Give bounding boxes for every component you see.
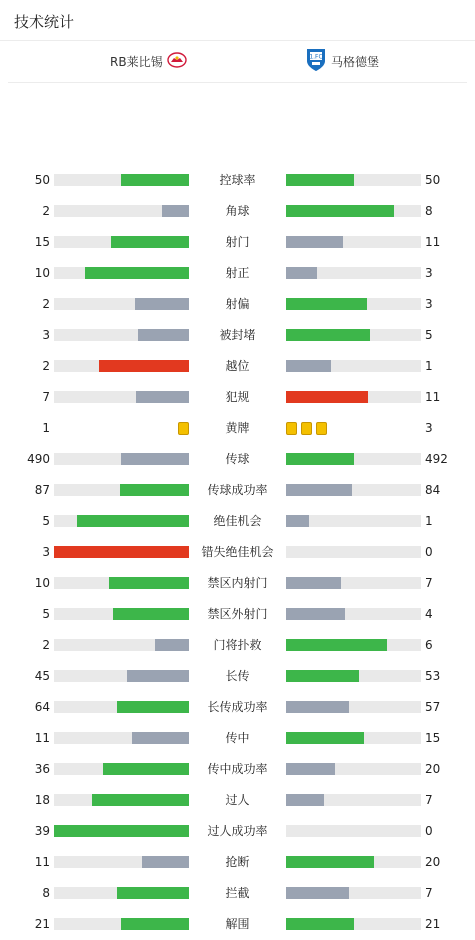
- stat-row: [0, 909, 475, 940]
- home-stat-bar-fill: [162, 205, 189, 217]
- away-stat-bar-fill: [286, 360, 331, 372]
- home-team[interactable]: [110, 49, 191, 73]
- home-stat-value: 3: [42, 328, 50, 342]
- home-stat-bar: [54, 329, 189, 341]
- home-stat-value: 10: [34, 266, 50, 280]
- page-title: 技术统计: [14, 13, 75, 31]
- stat-label: 绝佳机会: [213, 514, 262, 528]
- stat-label: 黄牌: [225, 421, 250, 435]
- home-stat-bar-fill: [138, 329, 189, 341]
- home-stat-value: 87: [34, 483, 50, 497]
- away-stat-bar: [286, 267, 421, 279]
- home-stat-bar: [54, 453, 189, 465]
- away-stat-value: 3: [425, 297, 433, 311]
- away-stat-bar-fill: [286, 701, 349, 713]
- home-stat-bar: [54, 732, 189, 744]
- home-stat-bar-fill: [127, 670, 189, 682]
- stat-row: [0, 723, 475, 754]
- home-stat-bar: [54, 825, 189, 837]
- home-stat-bar: [54, 391, 189, 403]
- away-stat-bar-fill: [286, 391, 368, 403]
- away-stat-value: 20: [425, 855, 441, 869]
- home-stat-bar: [54, 670, 189, 682]
- stat-row: [0, 537, 475, 568]
- home-stat-value: 5: [42, 607, 50, 621]
- stat-row: [0, 475, 475, 506]
- stat-row: [0, 878, 475, 909]
- away-stat-bar: [286, 546, 421, 558]
- away-stat-bar: [286, 918, 421, 930]
- home-stat-bar-fill: [77, 515, 189, 527]
- header-bar: [0, 0, 475, 41]
- away-stat-value: 11: [425, 235, 441, 249]
- away-stat-bar: [286, 329, 421, 341]
- stat-label: 传中: [225, 731, 250, 745]
- away-stat-value: 50: [425, 173, 441, 187]
- away-stat-bar-fill: [286, 887, 349, 899]
- home-stat-bar-fill: [92, 794, 189, 806]
- away-stat-bar: [286, 391, 421, 403]
- away-stat-value: 1: [425, 514, 433, 528]
- stat-label: 传球成功率: [207, 483, 268, 497]
- home-stat-bar-fill: [111, 236, 189, 248]
- stat-label: 拦截: [225, 886, 250, 900]
- home-stat-bar-fill: [121, 174, 189, 186]
- away-stat-bar-fill: [286, 515, 309, 527]
- home-stat-bar: [54, 515, 189, 527]
- away-stat-value: 5: [425, 328, 433, 342]
- away-stat-bar-fill: [286, 329, 370, 341]
- away-stat-bar: [286, 794, 421, 806]
- home-stat-value: 11: [34, 731, 50, 745]
- stat-label: 抢断: [225, 855, 250, 869]
- stat-row: [0, 816, 475, 847]
- home-stat-bar: [54, 484, 189, 496]
- home-stat-bar: [54, 236, 189, 248]
- away-stat-bar: [286, 484, 421, 496]
- stat-label: 被封堵: [219, 328, 256, 342]
- stat-label: 传中成功率: [207, 762, 268, 776]
- home-stat-value: 39: [34, 824, 50, 838]
- stat-row: [0, 692, 475, 723]
- stat-row: [0, 568, 475, 599]
- home-stat-bar-fill: [120, 484, 189, 496]
- away-stat-bar: [286, 701, 421, 713]
- away-stat-bar: [286, 577, 421, 589]
- away-stat-bar: [286, 298, 421, 310]
- away-stat-bar: [286, 515, 421, 527]
- home-stat-bar: [54, 267, 189, 279]
- svg-text:1.FC: 1.FC: [309, 53, 323, 60]
- stat-label: 射门: [225, 235, 250, 249]
- away-stat-bar-fill: [286, 732, 364, 744]
- away-stat-bar-fill: [286, 453, 354, 465]
- stat-row: [0, 165, 475, 196]
- home-stat-bar-fill: [99, 360, 189, 372]
- stat-row: [0, 661, 475, 692]
- home-stat-bar: [54, 794, 189, 806]
- away-stat-bar: [286, 453, 421, 465]
- magdeburg-logo-icon: [305, 48, 327, 75]
- away-stat-bar-fill: [286, 639, 387, 651]
- home-stat-bar-fill: [103, 763, 189, 775]
- away-stat-bar-fill: [286, 174, 354, 186]
- home-team-name: RB莱比锡: [110, 54, 163, 69]
- home-stat-value: 5: [42, 514, 50, 528]
- stat-label: 长传成功率: [207, 700, 268, 714]
- away-stat-bar-fill: [286, 267, 317, 279]
- home-stat-value: 15: [34, 235, 50, 249]
- home-stat-bar: [54, 174, 189, 186]
- home-stat-value: 2: [42, 204, 50, 218]
- stat-row: [0, 630, 475, 661]
- away-stat-bar: [286, 732, 421, 744]
- yellow-card-icon: [301, 422, 312, 435]
- home-stat-bar: [54, 918, 189, 930]
- yellow-card-icon: [286, 422, 297, 435]
- away-stat-value: 21: [425, 917, 441, 931]
- home-stat-bar-fill: [155, 639, 189, 651]
- home-stat-bar-fill: [121, 453, 189, 465]
- stat-row: [0, 320, 475, 351]
- home-stat-bar: [54, 608, 189, 620]
- stat-row: [0, 599, 475, 630]
- home-stat-bar-fill: [132, 732, 189, 744]
- away-stat-bar-fill: [286, 205, 394, 217]
- home-stat-value: 8: [42, 886, 50, 900]
- stat-label: 门将扑救: [213, 638, 262, 652]
- away-stat-bar: [286, 825, 421, 837]
- away-team-name: 马格德堡: [331, 54, 380, 69]
- home-stat-bar: [54, 205, 189, 217]
- away-stat-value: 57: [425, 700, 441, 714]
- away-stat-bar: [286, 205, 421, 217]
- away-stat-bar: [286, 887, 421, 899]
- stat-row: [0, 382, 475, 413]
- away-stat-value: 3: [425, 266, 433, 280]
- away-team[interactable]: [301, 49, 379, 73]
- away-stat-bar: [286, 763, 421, 775]
- home-stat-value: 64: [34, 700, 50, 714]
- away-yellow-cards: [286, 413, 327, 444]
- away-stat-bar: [286, 856, 421, 868]
- home-stat-bar: [54, 763, 189, 775]
- away-stat-value: 1: [425, 359, 433, 373]
- rb-leipzig-logo-icon: [167, 52, 187, 71]
- away-stat-value: 4: [425, 607, 433, 621]
- stat-label: 长传: [225, 669, 250, 683]
- home-stat-bar-fill: [113, 608, 189, 620]
- stat-label: 角球: [225, 204, 250, 218]
- stat-row: [0, 196, 475, 227]
- home-stat-bar-fill: [135, 298, 189, 310]
- away-stat-bar-fill: [286, 856, 374, 868]
- home-stat-bar: [54, 360, 189, 372]
- away-stat-bar: [286, 174, 421, 186]
- away-stat-value: 0: [425, 545, 433, 559]
- stat-row: [0, 785, 475, 816]
- away-stat-value: 11: [425, 390, 441, 404]
- stat-row: [0, 444, 475, 475]
- away-stat-value: 8: [425, 204, 433, 218]
- home-stat-bar-fill: [109, 577, 189, 589]
- home-stat-value: 1: [42, 421, 50, 435]
- away-stat-value: 492: [425, 452, 448, 466]
- away-stat-value: 53: [425, 669, 441, 683]
- home-stat-bar-fill: [85, 267, 189, 279]
- stat-row: [0, 413, 475, 444]
- away-stat-bar: [286, 360, 421, 372]
- away-stat-bar-fill: [286, 670, 359, 682]
- stat-row: [0, 227, 475, 258]
- yellow-card-icon: [178, 422, 189, 435]
- home-stat-bar: [54, 577, 189, 589]
- away-stat-bar-fill: [286, 236, 343, 248]
- home-stat-value: 3: [42, 545, 50, 559]
- home-stat-value: 490: [27, 452, 50, 466]
- home-stat-bar: [54, 701, 189, 713]
- away-stat-value: 0: [425, 824, 433, 838]
- away-stat-value: 20: [425, 762, 441, 776]
- home-stat-bar-fill: [136, 391, 189, 403]
- stat-label: 错失绝佳机会: [201, 545, 274, 559]
- teams-row: [8, 41, 467, 83]
- away-stat-bar-fill: [286, 298, 367, 310]
- home-stat-value: 2: [42, 359, 50, 373]
- stat-label: 传球: [225, 452, 250, 466]
- away-stat-bar: [286, 608, 421, 620]
- home-stat-value: 10: [34, 576, 50, 590]
- stat-label: 解围: [225, 917, 250, 931]
- home-stat-bar: [54, 546, 189, 558]
- home-stat-bar-fill: [54, 546, 189, 558]
- stat-label: 过人: [225, 793, 250, 807]
- away-stat-value: 7: [425, 793, 433, 807]
- away-stat-value: 3: [425, 421, 433, 435]
- away-stat-bar-fill: [286, 577, 341, 589]
- yellow-card-icon: [316, 422, 327, 435]
- stat-label: 禁区内射门: [207, 576, 268, 590]
- stat-row: [0, 506, 475, 537]
- away-stat-bar: [286, 639, 421, 651]
- home-stat-bar: [54, 639, 189, 651]
- away-stat-bar: [286, 670, 421, 682]
- home-stat-bar: [54, 856, 189, 868]
- stat-label: 射偏: [225, 297, 250, 311]
- stat-label: 过人成功率: [207, 824, 268, 838]
- home-stat-value: 50: [34, 173, 50, 187]
- away-stat-value: 15: [425, 731, 441, 745]
- home-stat-value: 45: [34, 669, 50, 683]
- home-stat-value: 36: [34, 762, 50, 776]
- home-stat-bar-fill: [54, 825, 189, 837]
- stat-label: 犯规: [225, 390, 250, 404]
- away-stat-bar-fill: [286, 794, 324, 806]
- stat-row: [0, 258, 475, 289]
- home-stat-value: 2: [42, 297, 50, 311]
- away-stat-bar-fill: [286, 484, 352, 496]
- away-stat-bar-fill: [286, 763, 335, 775]
- stat-label: 控球率: [219, 173, 256, 187]
- home-stat-bar-fill: [117, 887, 189, 899]
- away-stat-value: 6: [425, 638, 433, 652]
- away-stat-value: 7: [425, 886, 433, 900]
- stat-label: 射正: [225, 266, 250, 280]
- stat-row: [0, 754, 475, 785]
- home-stat-bar: [54, 298, 189, 310]
- home-stat-bar-fill: [121, 918, 189, 930]
- stat-label: 禁区外射门: [207, 607, 268, 621]
- home-stat-bar-fill: [117, 701, 189, 713]
- home-stat-value: 21: [34, 917, 50, 931]
- away-stat-bar-fill: [286, 918, 354, 930]
- stat-label: 越位: [225, 359, 250, 373]
- home-stat-bar-fill: [142, 856, 189, 868]
- home-stat-value: 11: [34, 855, 50, 869]
- stat-row: [0, 289, 475, 320]
- away-stat-bar: [286, 236, 421, 248]
- home-stat-value: 18: [34, 793, 50, 807]
- home-stat-bar: [54, 887, 189, 899]
- home-stat-value: 7: [42, 390, 50, 404]
- away-stat-value: 7: [425, 576, 433, 590]
- home-yellow-cards: [178, 413, 189, 444]
- stat-row: [0, 351, 475, 382]
- away-stat-value: 84: [425, 483, 441, 497]
- stat-row: [0, 847, 475, 878]
- home-stat-value: 2: [42, 638, 50, 652]
- away-stat-bar-fill: [286, 608, 345, 620]
